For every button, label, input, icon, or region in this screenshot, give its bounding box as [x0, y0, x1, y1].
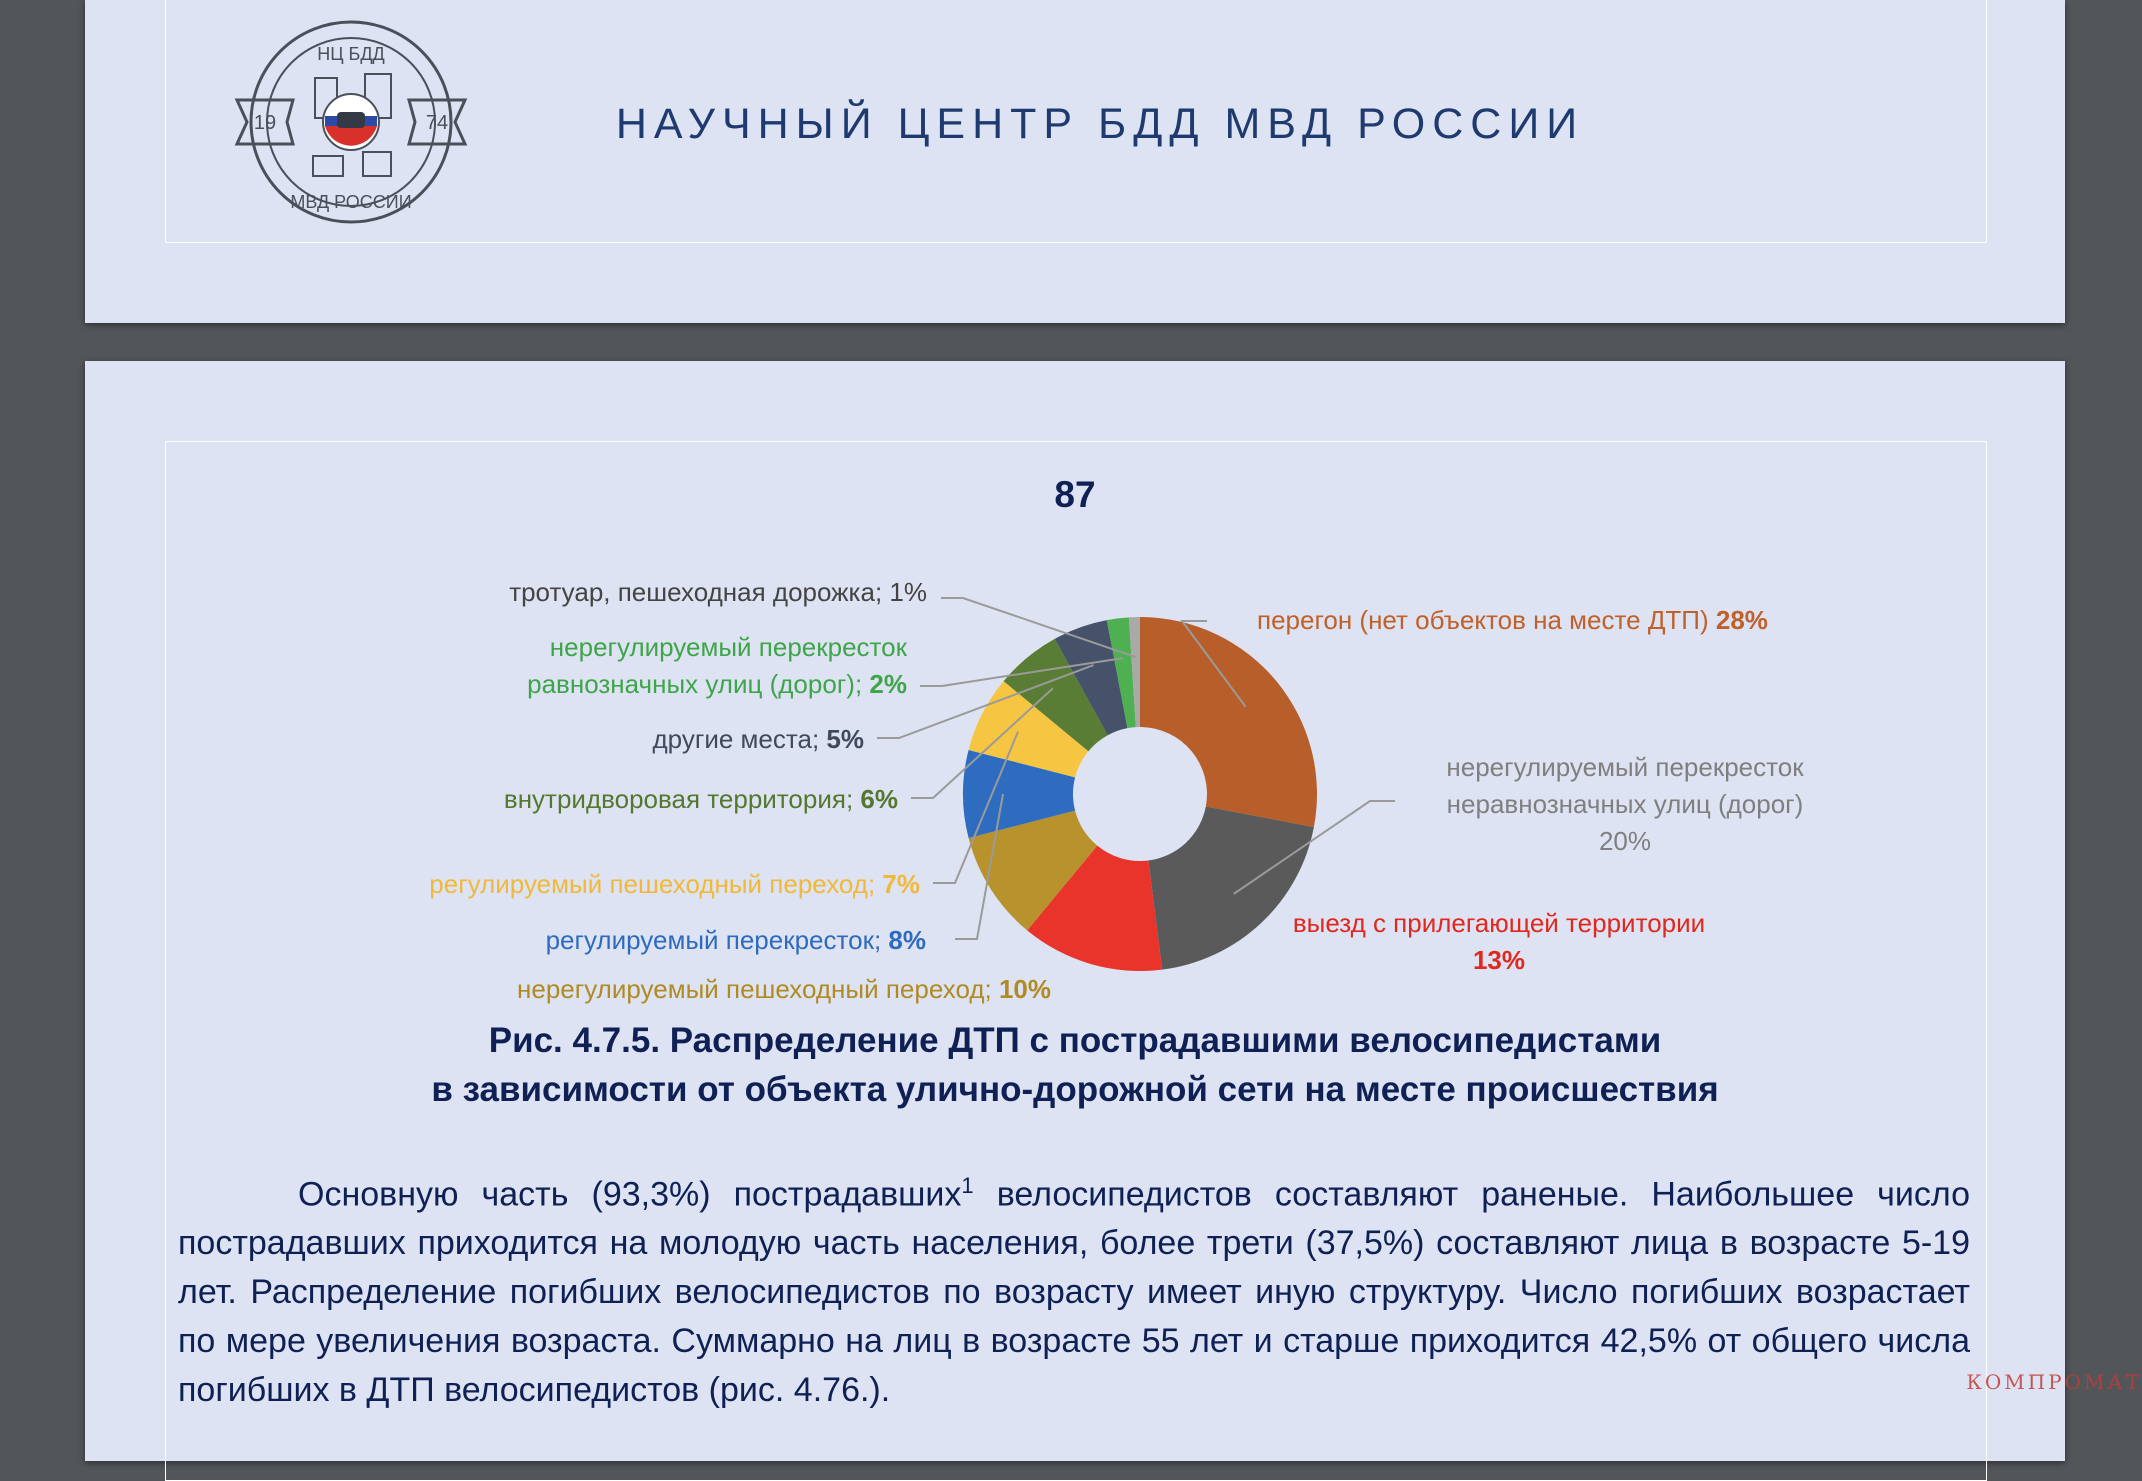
slice-label-ravnoznachnyi: нерегулируемый перекресток равнозначных улиц (дорог); 2%	[527, 632, 907, 699]
caption-line-2: в зависимости от объекта улично-дорожной сети на месте происшествия	[431, 1070, 1719, 1109]
logo-year-left: 19	[253, 112, 277, 134]
body-text-part-2: велосипедистов составляют раненые. Наибольшее число пострадавших приходится на молодую часть населения, более трети (37,5%) составляют лица в возрасте 5-19 лет. Распределение погибших велосипедистов по возрасту имеет иную структуру. Число погибших возрастает по мере увеличения возраста. Суммарно на лиц в возрасте 55 лет и старше приходится 42,5% от общего числа погибших в ДТП велосипедистов (рис. 4.76.).	[178, 1175, 1970, 1410]
body-text-part-1: Основную часть (93,3%) пострадавших	[298, 1175, 962, 1214]
page-number: 87	[1054, 474, 1096, 515]
content-page	[85, 361, 2065, 1461]
body-paragraph	[178, 1161, 1970, 1415]
footnote-mark[interactable]: 1	[961, 1173, 974, 1198]
slice-label-drugie: другие места; 5%	[652, 724, 864, 754]
pie-slice-peregon	[1140, 617, 1317, 827]
slice-label-reg-perekrestok: регулируемый перекресток; 8%	[545, 925, 926, 955]
slice-label-neravnoznachnyi: нерегулируемый перекресток неравнозначных улиц (дорог) 20%	[1446, 752, 1804, 856]
slice-label-reg-peshehodnyi: регулируемый пешеходный переход; 7%	[429, 869, 920, 899]
slice-label-vnutridvorovaya: внутридворовая территория; 6%	[503, 784, 898, 814]
figure-caption	[85, 1016, 2065, 1114]
header-page	[85, 0, 2065, 323]
slice-label-vyezd: выезд с прилегающей территории 13%	[1292, 908, 1706, 975]
logo-year-right: 74	[425, 112, 449, 134]
organization-title: НАУЧНЫЙ ЦЕНТР БДД МВД РОССИИ	[615, 100, 1585, 148]
pie-slice-neravnoznachnyi	[1148, 807, 1313, 970]
logo-top-text: НЦ БДД	[317, 44, 385, 64]
caption-line-1: Рис. 4.7.5. Распределение ДТП с пострадавшими велосипедистами	[488, 1021, 1662, 1060]
slice-label-peregon: перегон (нет объектов на месте ДТП) 28%	[1257, 605, 1768, 635]
watermark: КОМПРОМАТ	[1966, 1370, 2142, 1394]
pie-chart	[85, 361, 2065, 1011]
slice-label-peshehodnyi-nereg: нерегулируемый пешеходный переход; 10%	[517, 974, 1051, 1004]
logo-bottom-text: МВД РОССИИ	[290, 192, 412, 212]
slice-label-trotuar: тротуар, пешеходная дорожка; 1%	[509, 577, 927, 607]
